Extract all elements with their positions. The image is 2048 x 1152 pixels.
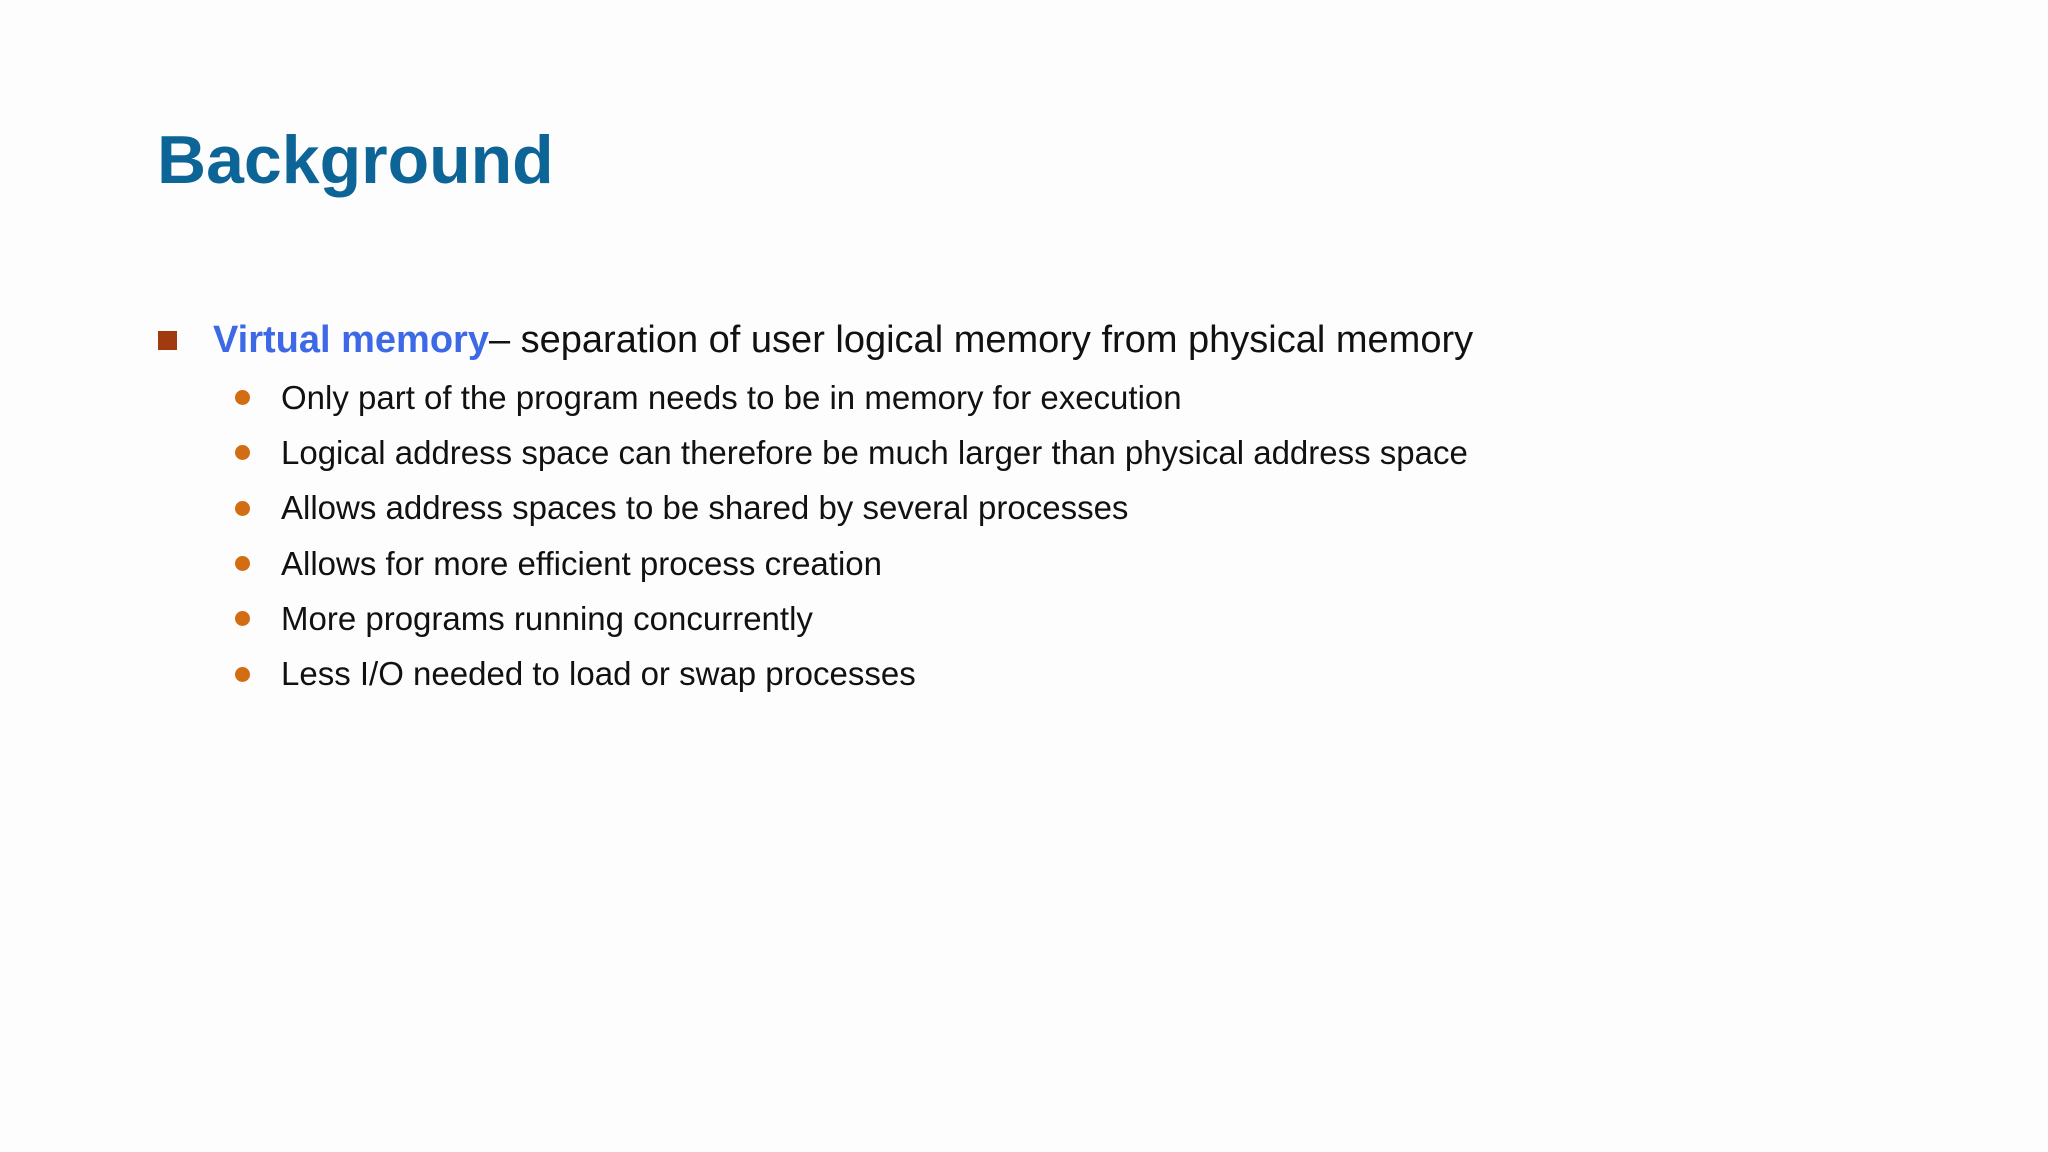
sub-point-text: Allows for more efficient process creation [281,544,882,582]
dot-bullet-icon [235,445,250,460]
sub-point [235,646,1468,701]
sub-point-text: Only part of the program needs to be in memory for execution [281,378,1182,416]
main-bullet-point [158,316,1473,364]
main-point-description: – separation of user logical memory from physical memory [488,319,1474,361]
sub-point [235,481,1468,536]
square-bullet-icon [158,331,177,350]
dot-bullet-icon [235,501,250,516]
virtual-memory-term: Virtual memory [213,319,489,361]
sub-point [235,536,1468,591]
dot-bullet-icon [235,667,250,682]
sub-point [235,591,1468,646]
sub-point-text: Less I/O needed to load or swap processes [281,655,916,693]
sub-point-text: More programs running concurrently [281,599,813,637]
dot-bullet-icon [235,556,250,571]
slide-title: Background [157,122,554,198]
sub-point [235,425,1468,480]
dot-bullet-icon [235,390,250,405]
dot-bullet-icon [235,611,250,626]
sub-point-text: Allows address spaces to be shared by several processes [281,489,1129,527]
sub-point [235,370,1468,425]
sub-point-list [235,370,1468,702]
sub-point-text: Logical address space can therefore be much larger than physical address space [281,433,1468,471]
